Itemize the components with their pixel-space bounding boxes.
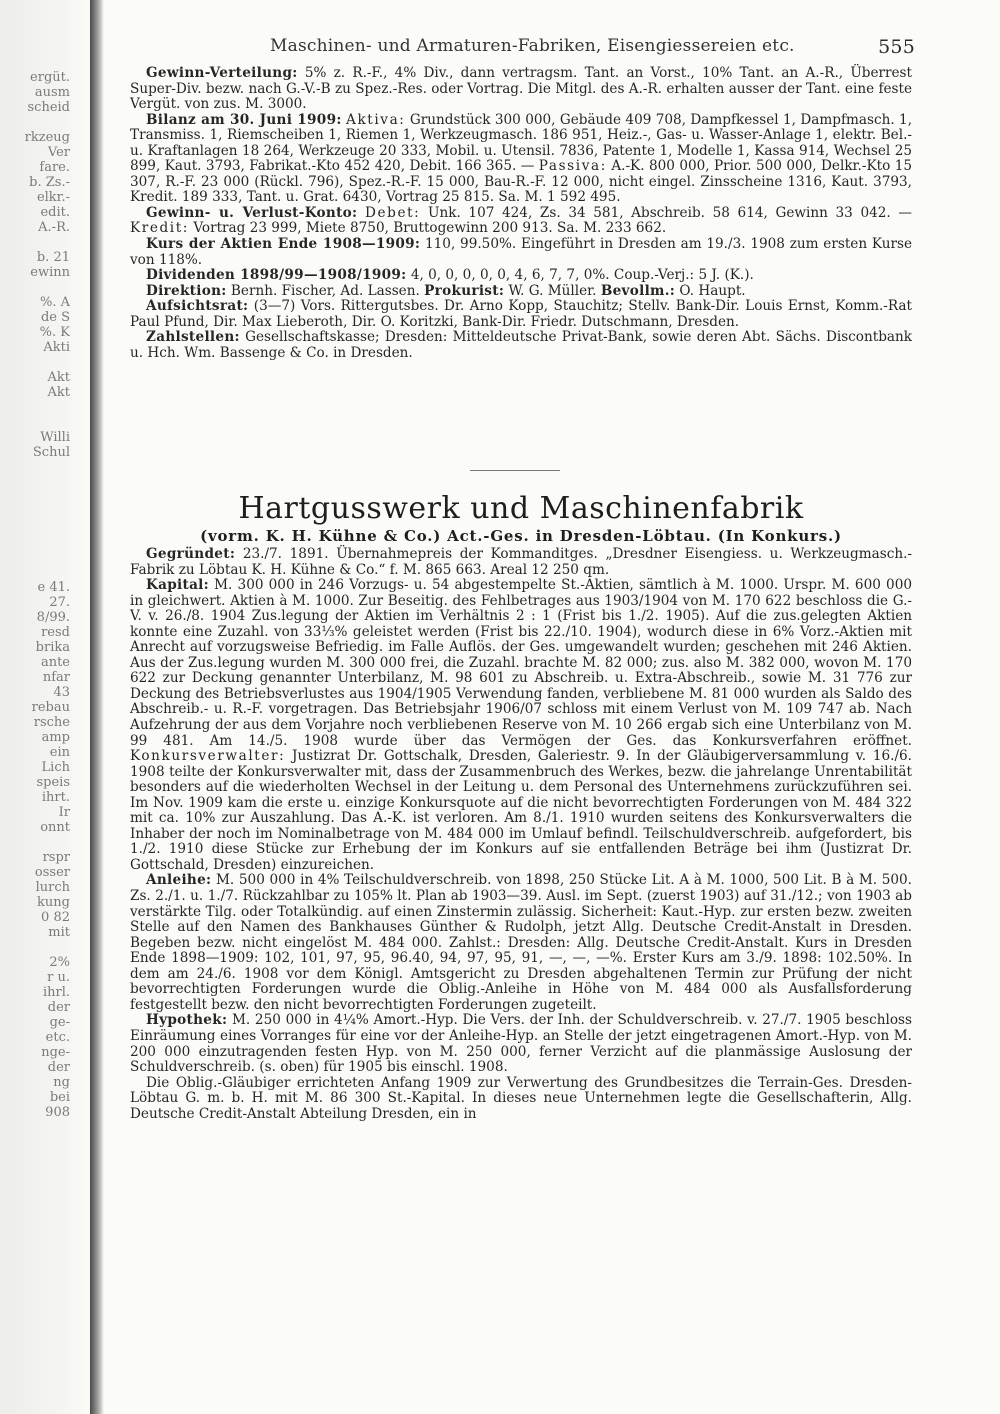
margin-fragment: Ir <box>58 805 70 820</box>
margin-fragment: 2% <box>49 955 70 970</box>
margin-fragment: ante <box>40 655 70 670</box>
page-header <box>270 36 915 56</box>
page-number: 555 <box>878 36 915 58</box>
margin-fragment: r u. <box>47 970 70 985</box>
company-section <box>130 547 912 1122</box>
previous-page-fragments <box>0 70 70 1120</box>
margin-fragment: 8/99. <box>36 610 70 625</box>
margin-fragment: 43 <box>53 685 70 700</box>
anleihe-label: Anleihe: <box>146 872 212 889</box>
margin-fragment: onnt <box>40 820 70 835</box>
margin-fragment: brika <box>35 640 70 655</box>
margin-fragment: de S <box>40 310 70 325</box>
gegruendet-text: 23./7. 1891. Übernahmepreis der Kommanditges. „Dresdner Eisengiess. u. Werkzeugmasch.-Fabrik zu Löbtau K. H. Kühne & Co.“ f. M. 865 663. Areal 12 250 qm. <box>130 546 912 578</box>
zahlstellen-label: Zahlstellen: <box>146 329 240 346</box>
margin-fragment: speis <box>36 775 70 790</box>
gewinn-verteilung-paragraph <box>130 66 912 113</box>
margin-fragment: etc. <box>45 1030 70 1045</box>
gewinn-verteilung-text: 5% z. R.-F., 4% Div., dann vertragsm. Tant. an Vorst., 10% Tant. an A.-R., Überrest Super-Div. bezw. nach G.-V.-B zu Spez.-Res. oder Vortrag. Die Mitgl. des A.-R. erhalten ausser der Tant. eine feste Vergüt. von zus. M. 3000. <box>130 65 912 113</box>
dividenden-text: 4, 0, 0, 0, 0, 0, 4, 6, 7, 7, 0%. Coup.-Verj.: 5 J. (K.). <box>410 267 754 284</box>
margin-fragment: kung <box>37 895 70 910</box>
bevollm-label: Bevollm.: <box>600 282 676 299</box>
gegruendet-label: Gegründet: <box>146 546 236 562</box>
margin-fragment: nge- <box>41 1045 70 1060</box>
margin-fragment <box>0 280 70 295</box>
closing-paragraph <box>130 1076 912 1123</box>
anleihe-paragraph <box>130 873 912 1013</box>
section-divider <box>470 470 560 471</box>
gewinn-verteilung-label: Gewinn-Verteilung: <box>146 65 298 81</box>
hypothek-label: Hypothek: <box>146 1012 228 1029</box>
direktion-label: Direktion: <box>146 282 227 299</box>
bevollm-text: O. Haupt. <box>679 282 746 299</box>
previous-company-section <box>130 66 912 361</box>
kapital-label: Kapital: <box>146 577 209 594</box>
margin-fragment: ergüt. <box>30 70 70 85</box>
gv-debet-label: Debet: <box>365 204 421 221</box>
dividenden-label: Dividenden 1898/99—1908/1909: <box>146 267 407 284</box>
margin-fragment: nfar <box>42 670 70 685</box>
bilanz-paragraph: Bilanz am 30. Juni 1909: Aktiva: Grundstück 300 000, Gebäude 409 708, Dampfkessel 1, Dampfmasch. 1, Transmiss. 1, Riemscheiben 1, Riemen 1, Werkzeugmasch. 186 951, Heiz.-, Gas- u. Wasser-Anlage 1, elektr. Bel.- u. Kraftanlagen 18 264, Werkzeuge 20 333, Mobil. u. Utensil. 7836, Patente 1, Modelle 1, Kassa 914, Wechsel 25 899, Kaut. 3793, Fabrikat.-Kto 452 420, Debit. 166 365. — Passiva: A.-K. 800 000, Prior. 500 000, Delkr.-Kto 15 307, R.-F. 23 000 (Rückl. 796), Spez.-R.-F. 15 000, Bau-R.-F. 12 000, nicht eingel. Zinsscheine 1316, Kaut. 3793, Kredit. 189 333, Tant. u. Grat. 6430, Vortrag 25 815. Sa. M. 1 592 495. <box>130 111 913 206</box>
margin-fragment: mit <box>48 925 70 940</box>
direktion-paragraph <box>130 284 912 300</box>
margin-fragment: A.-R. <box>38 220 70 235</box>
prokurist-label: Prokurist: <box>424 282 505 299</box>
margin-fragment <box>0 835 70 850</box>
hypothek-text: M. 250 000 in 4¼% Amort.-Hyp. Die Vers. der Inh. der Schuldverschreib. v. 27./7. 1905 beschloss Einräumung eines Vorranges für eine vor der Anleihe-Hyp. an Stelle der jetzt eingetragenen Amort.-Hyp. von M. 200 000 einzutragenden festen Hyp. von M. 250 000, ferner Verzicht auf die planmässige Auslosung der Schuldverschreib. (s. oben) für 1905 bis einschl. 1908. <box>130 1012 912 1076</box>
margin-fragment: ein <box>49 745 70 760</box>
direktion-text: Bernh. Fischer, Ad. Lassen. <box>230 282 420 299</box>
margin-fragment: edit. <box>40 205 70 220</box>
margin-fragment: Akt <box>47 385 70 400</box>
margin-fragment: rspr <box>42 850 70 865</box>
margin-fragment: ihrl. <box>42 985 70 1000</box>
aufsichtsrat-label: Aufsichtsrat: <box>146 298 249 315</box>
margin-fragment <box>0 565 70 580</box>
margin-fragment: 27. <box>49 595 70 610</box>
hypothek-paragraph <box>130 1013 912 1075</box>
margin-fragment: lurch <box>35 880 70 895</box>
margin-fragment <box>0 400 70 415</box>
margin-fragment <box>0 520 70 535</box>
margin-fragment <box>0 550 70 565</box>
anleihe-text: M. 500 000 in 4% Teilschuldverschreib. von 1898, 250 Stücke Lit. A à M. 1000, 500 Lit. B à M. 500. Zs. 2./1. u. 1./7. Rückzahlbar zu 105% lt. Plan ab 1903—39. Ausl. im Sept. (zuerst 1903) auf 31./12.; von 1903 ab verstärkte Tilg. oder Totalkündig. auf einen Zinstermin zulässig. Sicherheit: Kaut.-Hyp. zur ersten bezw. zweiten Stelle auf den Namen des Bankhauses Günther & Rudolph, jetzt Allg. Deutsche Credit-Anstalt in Dresden. Begeben bezw. nicht eingelöst M. 484 000. Zahlst.: Dresden: Allg. Deutsche Credit-Anstalt. Kurs in Dresden Ende 1898—1909: 102, 101, 97, 95, 96.40, 94, 97, 95, 91, —, —, —%. Erster Kurs am 3./9. 1898: 102.50%. In dem am 24./6. 1908 vor dem Königl. Amtsgericht zu Dresden abgehaltenen Termin zur Prüfung der nicht bevorrechtigten Forderungen wurde die Oblig.-Anleihe in Höhe von M. 484 000 als Ausfallsforderung festgestellt bezw. den nicht bevorrechtigten Forderungen zugeteilt. <box>130 872 912 1013</box>
company-subtitle: (vorm. K. H. Kühne & Co.) Act.-Ges. in Dresden-Löbtau. (In Konkurs.) <box>200 527 842 545</box>
margin-fragment: Schul <box>32 445 70 460</box>
zahlstellen-paragraph <box>130 330 912 361</box>
margin-fragment: rebau <box>31 700 70 715</box>
margin-fragment: ausm <box>34 85 70 100</box>
margin-fragment: resd <box>41 625 70 640</box>
margin-fragment: bei <box>49 1090 70 1105</box>
konkursverwalter-text: Justizrat Dr. Gottschalk, Dresden, Galeriestr. 9. In der Gläubigerversammlung v. 16./6. 1908 teilte der Konkursverwalter mit, dass der Zusammenbruch des Werkes, bezw. die jahrelange Unrentabilität besonders auf die wiederholten Wechsel in der Leitung u. dem Personal des Unternehmens zurückzuführen sei. Im Nov. 1909 kam die erste u. einzige Konkursquote auf die nicht bevorrechtigten Forderungen von M. 484 322 mit ca. 10% zur Auszahlung. Das A.-K. ist verloren. Am 8./1. 1910 wurden seitens des Konkursverwalters die Inhaber der noch im Nominalbetrage von M. 484 000 im Umlauf befindl. Teilschuldverschreib. aufgefordert, bis 1./2. 1910 diese Stücke zur Erhebung der im Konkurs auf sie entfallenden Beträge bei ihm (Justizrat Dr. Gottschald, Dresden) einzureichen. <box>130 748 913 873</box>
dividenden-paragraph <box>130 268 912 284</box>
closing-text: Die Oblig.-Gläubiger errichteten Anfang 1909 zur Verwertung des Grundbesitzes die Terrain-Ges. Dresden-Löbtau G. m. b. H. mit M. 86 300 St.-Kapital. In dieses neue Unternehmen legte die Gesellschafterin, Allg. Deutsche Credit-Anstalt Abteilung Dresden, ein in <box>130 1074 912 1122</box>
margin-fragment: Akt <box>47 370 70 385</box>
margin-fragment: %. A <box>39 295 70 310</box>
margin-fragment: ihrt. <box>41 790 70 805</box>
margin-fragment <box>0 490 70 505</box>
gewinn-verlust-paragraph: Gewinn- u. Verlust-Konto: Debet: Unk. 107 424, Zs. 34 581, Abschreib. 58 614, Gewinn 33 042. — Kredit: Vortrag 23 999, Miete 8750, Bruttogewinn 200 913. Sa. M. 233 662. <box>130 204 912 237</box>
konkursverwalter-label: Konkursverwalter: <box>130 748 286 765</box>
margin-fragment: ewinn <box>30 265 70 280</box>
margin-fragment: Willi <box>40 430 70 445</box>
zahlstellen-text: Gesellschaftskasse; Dresden: Mitteldeutsche Privat-Bank, sowie deren Abt. Sächs. Discontbank u. Hch. Wm. Bassenge & Co. in Dresden. <box>130 329 912 361</box>
margin-fragment <box>0 235 70 250</box>
margin-fragment <box>0 115 70 130</box>
bilanz-passiva-label: Passiva: <box>538 158 607 175</box>
book-spine-shadow <box>90 0 104 1414</box>
margin-fragment: amp <box>41 730 70 745</box>
gv-debet-text: Unk. 107 424, Zs. 34 581, Abschreib. 58 614, Gewinn 33 042. <box>428 204 891 221</box>
margin-fragment: Ver <box>47 145 70 160</box>
gegruendet-paragraph <box>130 547 912 578</box>
margin-fragment: e 41. <box>37 580 70 595</box>
gv-kredit-label: Kredit: <box>130 220 189 237</box>
margin-fragment: b. 21 <box>36 250 70 265</box>
gv-kredit-text: Vortrag 23 999, Miete 8750, Bruttogewinn 200 913. Sa. M. 233 662. <box>193 220 667 237</box>
margin-fragment <box>0 475 70 490</box>
margin-fragment: der <box>47 1000 70 1015</box>
margin-fragment: fare. <box>39 160 70 175</box>
prokurist-text: W. G. Müller. <box>508 282 597 299</box>
margin-fragment: elkr.- <box>36 190 70 205</box>
margin-fragment: ng <box>53 1075 70 1090</box>
running-title: Maschinen- und Armaturen-Fabriken, Eisengiessereien etc. <box>270 36 795 56</box>
margin-fragment: 908 <box>45 1105 70 1120</box>
margin-fragment <box>0 940 70 955</box>
bilanz-passiva-text: A.-K. 800 000, Prior. 500 000, Delkr.-Kto 15 307, R.-F. 23 000 (Rückl. 796), Spez.-R.-F. 15 000, Bau-R.-F. 12 000, nicht eingel. Zinsscheine 1316, Kaut. 3793, Kredit. 189 333, Tant. u. Grat. 6430, Vortrag 25 815. Sa. M. 1 592 495. <box>130 158 912 206</box>
kurs-text: 110, 99.50%. Eingeführt in Dresden am 19./3. 1908 zum ersten Kurse von 118%. <box>130 236 912 268</box>
aufsichtsrat-paragraph <box>130 299 912 330</box>
margin-fragment: b. Zs.- <box>29 175 70 190</box>
margin-fragment: rkzeug <box>24 130 70 145</box>
margin-fragment: Akti <box>43 340 70 355</box>
margin-fragment <box>0 355 70 370</box>
margin-fragment: rsche <box>33 715 70 730</box>
aufsichtsrat-text: (3—7) Vors. Rittergutsbes. Dr. Arno Kopp, Stauchitz; Stellv. Bank-Dir. Louis Ernst, Komm.-Rat Paul Pfund, Dir. Max Lieberoth, Dir. O. Koritzki, Bank-Dir. Friedr. Dutschmann, Dresden. <box>130 298 912 330</box>
company-title: Hartgusswerk und Maschinenfabrik <box>238 491 804 526</box>
margin-fragment: ge- <box>49 1015 70 1030</box>
margin-fragment: der <box>47 1060 70 1075</box>
kapital-paragraph <box>130 578 912 873</box>
kurs-paragraph <box>130 237 912 268</box>
kapital-text: M. 300 000 in 246 Vorzugs- u. 54 abgestempelte St.-Aktien, sämtlich à M. 1000. Urspr. M. 600 000 in gleichwert. Aktien à M. 1000. Zur Beseitig. des Fehlbetrages aus 1903/1904 von M. 170 622 beschloss die G.-V. v. 26./8. 1904 Zus.legung der Aktien im Verhältnis 2 : 1 (Frist bis 1./2. 1905). Auf die zus.gelegten Aktien konnte eine Zuzahl. von 33⅓% geleistet werden (Frist bis 22./10. 1904), wodurch diese in 6% Vorz.-Aktien mit Anrecht auf vorzugsweise Befriedig. im Falle Auflös. der Ges. umgewandelt wurden; geschehen mit 246 Aktien. Aus der Zus.legung wurden M. 300 000 frei, die Zuzahl. brachte M. 82 000; zus. also M. 382 000, wovon M. 170 622 zur Deckung genannter Unterbilanz, M. 98 601 zu Abschreib. u. Extra-Abschreib., sowie M. 31 776 zur Deckung des Betriebsverlustes aus 1904/1905 Verwendung fanden, verbliebene M. 81 000 wurden als Saldo des Abschreib.- u. R.-F. vorgetragen. Das Betriebsjahr 1906/07 schloss mit einem Verlust von M. 109 747 ab. Nach Aufzehrung der aus dem Vorjahre noch verbliebenen Reserve von M. 10 266 ergab sich eine Unterbilanz von M. 99 481. Am 14./5. 1908 wurde über das Vermögen der Ges. das Konkursverfahren eröffnet. <box>130 577 912 749</box>
margin-fragment <box>0 415 70 430</box>
margin-fragment <box>0 535 70 550</box>
margin-fragment: 0 82 <box>41 910 70 925</box>
bilanz-aktiva-label: Aktiva: <box>346 111 406 128</box>
margin-fragment: %. K <box>39 325 70 340</box>
margin-fragment: scheid <box>27 100 70 115</box>
bilanz-aktiva-text: Grundstück 300 000, Gebäude 409 708, Dampfkessel 1, Dampfmasch. 1, Transmiss. 1, Riemscheiben 1, Riemen 1, Werkzeugmasch. 186 951, Heiz.-, Gas- u. Wasser-Anlage 1, elektr. Bel.- u. Kraftanlagen 18 264, Werkzeuge 20 333, Mobil. u. Utensil. 7836, Patente 1, Modelle 1, Kassa 914, Wechsel 25 899, Kaut. 3793, Fabrikat.-Kto 452 420, Debit. 166 365. <box>130 111 913 175</box>
gewinn-verlust-label: Gewinn- u. Verlust-Konto: <box>146 204 358 221</box>
bilanz-label: Bilanz am 30. Juni 1909: <box>146 111 342 128</box>
margin-fragment: osser <box>34 865 70 880</box>
margin-fragment <box>0 505 70 520</box>
kurs-label: Kurs der Aktien Ende 1908—1909: <box>146 236 421 253</box>
margin-fragment <box>0 460 70 475</box>
margin-fragment: Lich <box>41 760 70 775</box>
